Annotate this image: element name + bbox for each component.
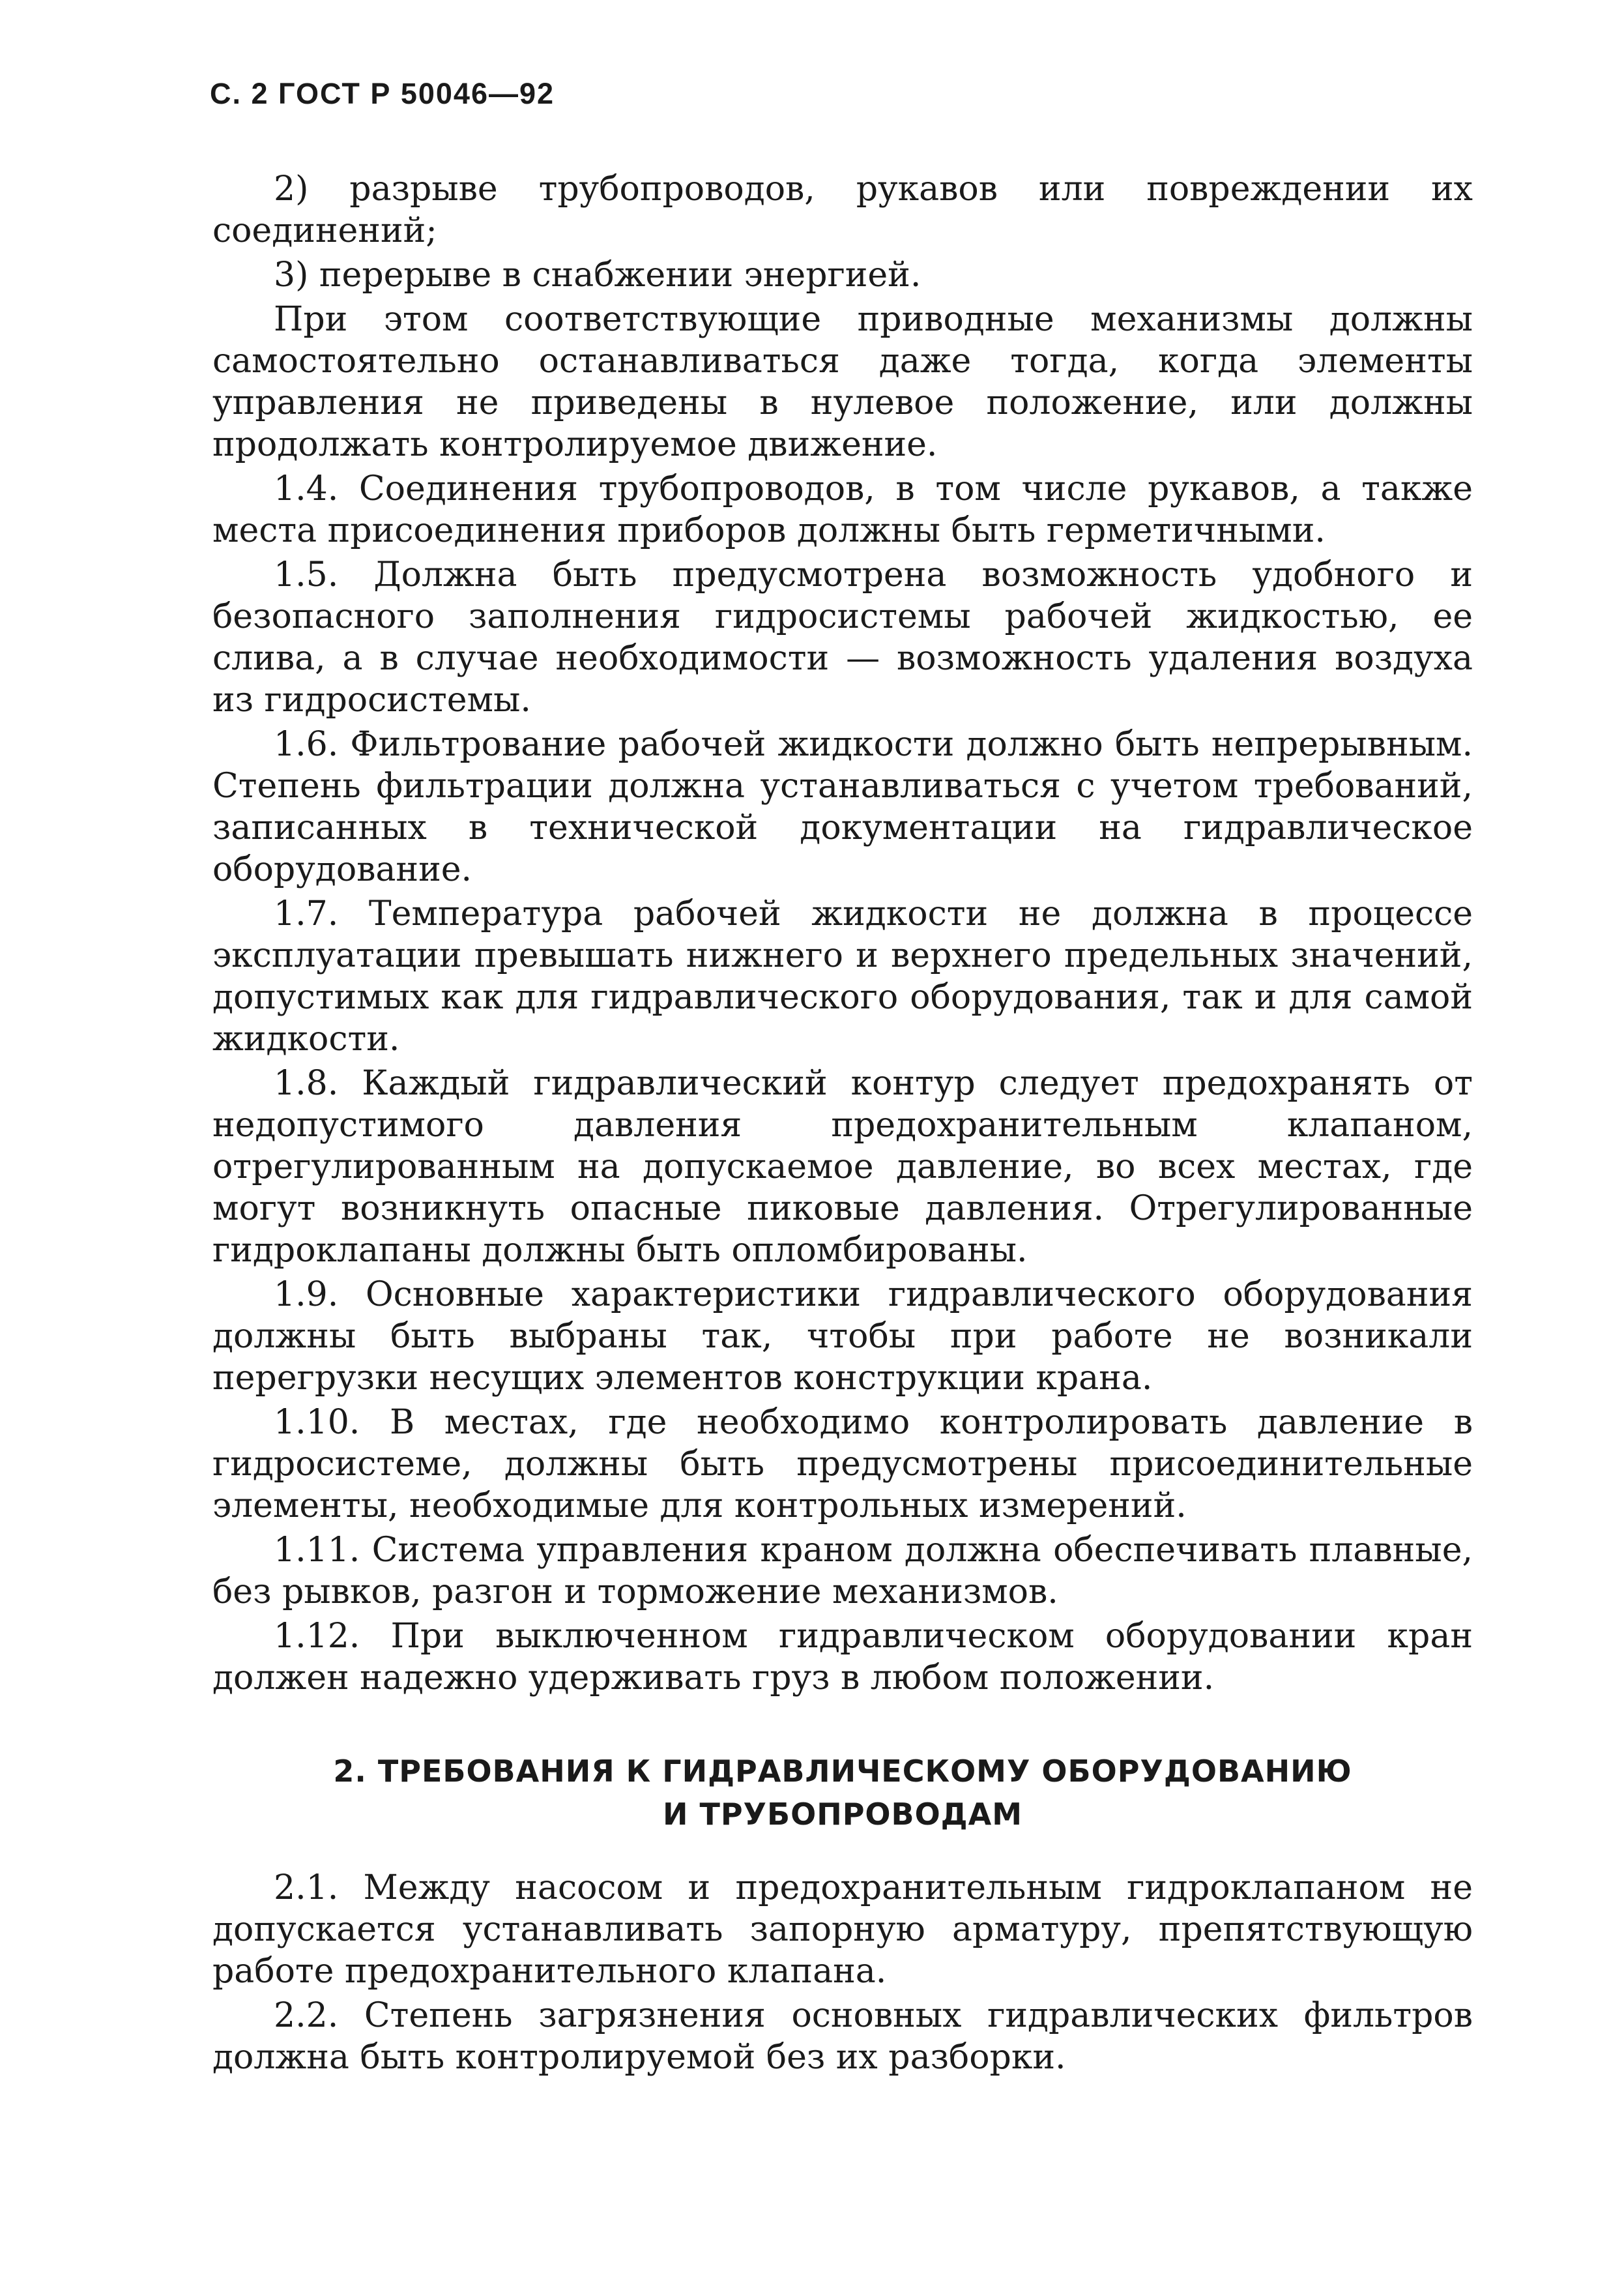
- paragraph-1-9: 1.9. Основные характеристики гидравлического оборудования должны быть выбраны так, чтобы при работе не возникали перегрузки несущих элементов конструкции крана.: [212, 1275, 1473, 1398]
- paragraph-1-4: 1.4. Соединения трубопроводов, в том числе рукавов, а также места присоединения приборов должны быть герметичными.: [212, 469, 1473, 550]
- paragraph-1-6: 1.6. Фильтрование рабочей жидкости должно быть непрерывным. Степень фильтрации должна устанавливаться с учетом требований, записанных в технической документации на гидравлическое оборудование.: [212, 725, 1473, 889]
- paragraph-1-8: 1.8. Каждый гидравлический контур следует предохранять от недопустимого давления предохранительным клапаном, отрегулированным на допускаемое давление, во всех местах, где могут возникнуть опасные пиковые давления. Отрегулированные гидроклапаны должны быть опломбированы.: [212, 1064, 1473, 1270]
- section-2-heading-line-1: 2. ТРЕБОВАНИЯ К ГИДРАВЛИЧЕСКОМУ ОБОРУДОВАНИЮ: [333, 1754, 1352, 1789]
- paragraph-1-11: 1.11. Система управления краном должна обеспечивать плавные, без рывков, разгон и торможение механизмов.: [212, 1531, 1473, 1611]
- paragraph-2-1: 2.1. Между насосом и предохранительным гидроклапаном не допускается устанавливать запорную арматуру, препятствующую работе предохранительного клапана.: [212, 1868, 1473, 1991]
- document-body: [212, 168, 1473, 2081]
- section-2-heading: [212, 1750, 1473, 1836]
- page-header: С. 2 ГОСТ Р 50046—92: [210, 77, 555, 110]
- paragraph-1-7: 1.7. Температура рабочей жидкости не должна в процессе эксплуатации превышать нижнего и верхнего предельных значений, допустимых как для гидравлического оборудования, так и для самой жидкости.: [212, 894, 1473, 1059]
- paragraph-1-5: 1.5. Должна быть предусмотрена возможность удобного и безопасного заполнения гидросистемы рабочей жидкостью, ее слива, а в случае необходимости — возможность удаления воздуха из гидросистемы.: [212, 555, 1473, 720]
- section-2-heading-line-2: И ТРУБОПРОВОДАМ: [662, 1797, 1023, 1832]
- paragraph-item-3: 3) перерыве в снабжении энергией.: [274, 256, 921, 295]
- paragraph-2-2: 2.2. Степень загрязнения основных гидравлических фильтров должна быть контролируемой без их разборки.: [212, 1996, 1473, 2077]
- paragraph-item-2: 2) разрыве трубопроводов, рукавов или повреждении их соединений;: [212, 169, 1473, 250]
- paragraph-note: При этом соответствующие приводные механизмы должны самостоятельно останавливаться даже тогда, когда элементы управления не приведены в нулевое положение, или должны продолжать контролируемое движение.: [212, 300, 1473, 464]
- paragraph-1-10: 1.10. В местах, где необходимо контролировать давление в гидросистеме, должны быть предусмотрены присоединительные элементы, необходимые для контрольных измерений.: [212, 1403, 1473, 1525]
- paragraph-1-12: 1.12. При выключенном гидравлическом оборудовании кран должен надежно удерживать груз в любом положении.: [212, 1617, 1473, 1697]
